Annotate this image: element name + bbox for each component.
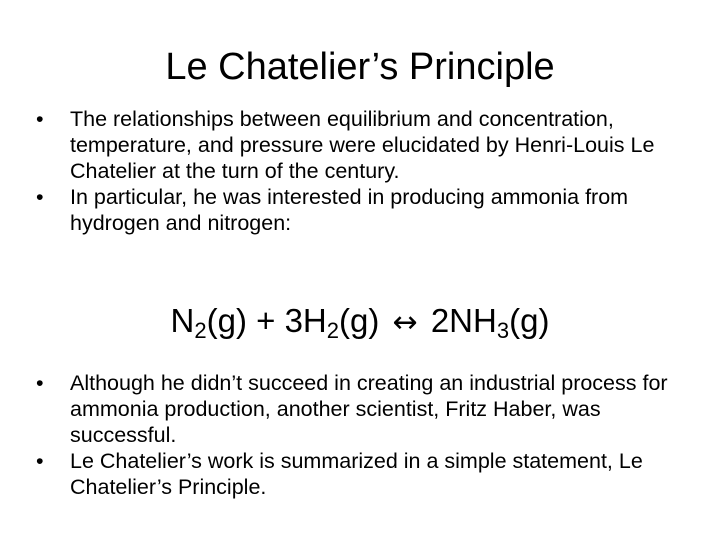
- bullet-icon: •: [36, 185, 44, 209]
- bullet-icon: •: [36, 449, 44, 473]
- bullet-icon: •: [36, 107, 44, 131]
- chemical-equation: [0, 296, 720, 348]
- equation-state: (g): [339, 302, 380, 339]
- bullet-item: [36, 106, 686, 184]
- equation-reactant-h: (g) + 3H: [206, 302, 327, 339]
- bullet-text: Although he didn’t succeed in creating an industrial process for ammonia production, another scientist, Fritz Haber, was successful.: [70, 371, 668, 447]
- equation-subscript: 2: [194, 318, 207, 343]
- equilibrium-arrow-icon: ↔: [392, 305, 418, 340]
- bullet-item: [36, 448, 686, 500]
- equation-subscript: 3: [496, 318, 510, 343]
- bullet-icon: •: [36, 371, 44, 395]
- equation-reactant-n: N: [170, 302, 195, 339]
- equation-state: (g): [509, 302, 550, 339]
- slide-title: Le Chatelier’s Principle: [165, 46, 555, 88]
- equation-product: 2NH: [430, 302, 497, 339]
- bullet-text: Le Chatelier’s work is summarized in a simple statement, Le Chatelier’s Principle.: [70, 449, 643, 499]
- bullet-text: The relationships between equilibrium and concentration, temperature, and pressure were elucidated by Henri-Louis Le Chatelier at the turn of the century.: [70, 107, 655, 183]
- bullet-item: [36, 370, 686, 448]
- equation-subscript: 2: [326, 318, 339, 343]
- bullet-item: [36, 184, 686, 236]
- bullet-list-bottom: [36, 370, 686, 500]
- bullet-text: In particular, he was interested in producing ammonia from hydrogen and nitrogen:: [70, 185, 629, 235]
- bullet-list-top: [36, 106, 686, 236]
